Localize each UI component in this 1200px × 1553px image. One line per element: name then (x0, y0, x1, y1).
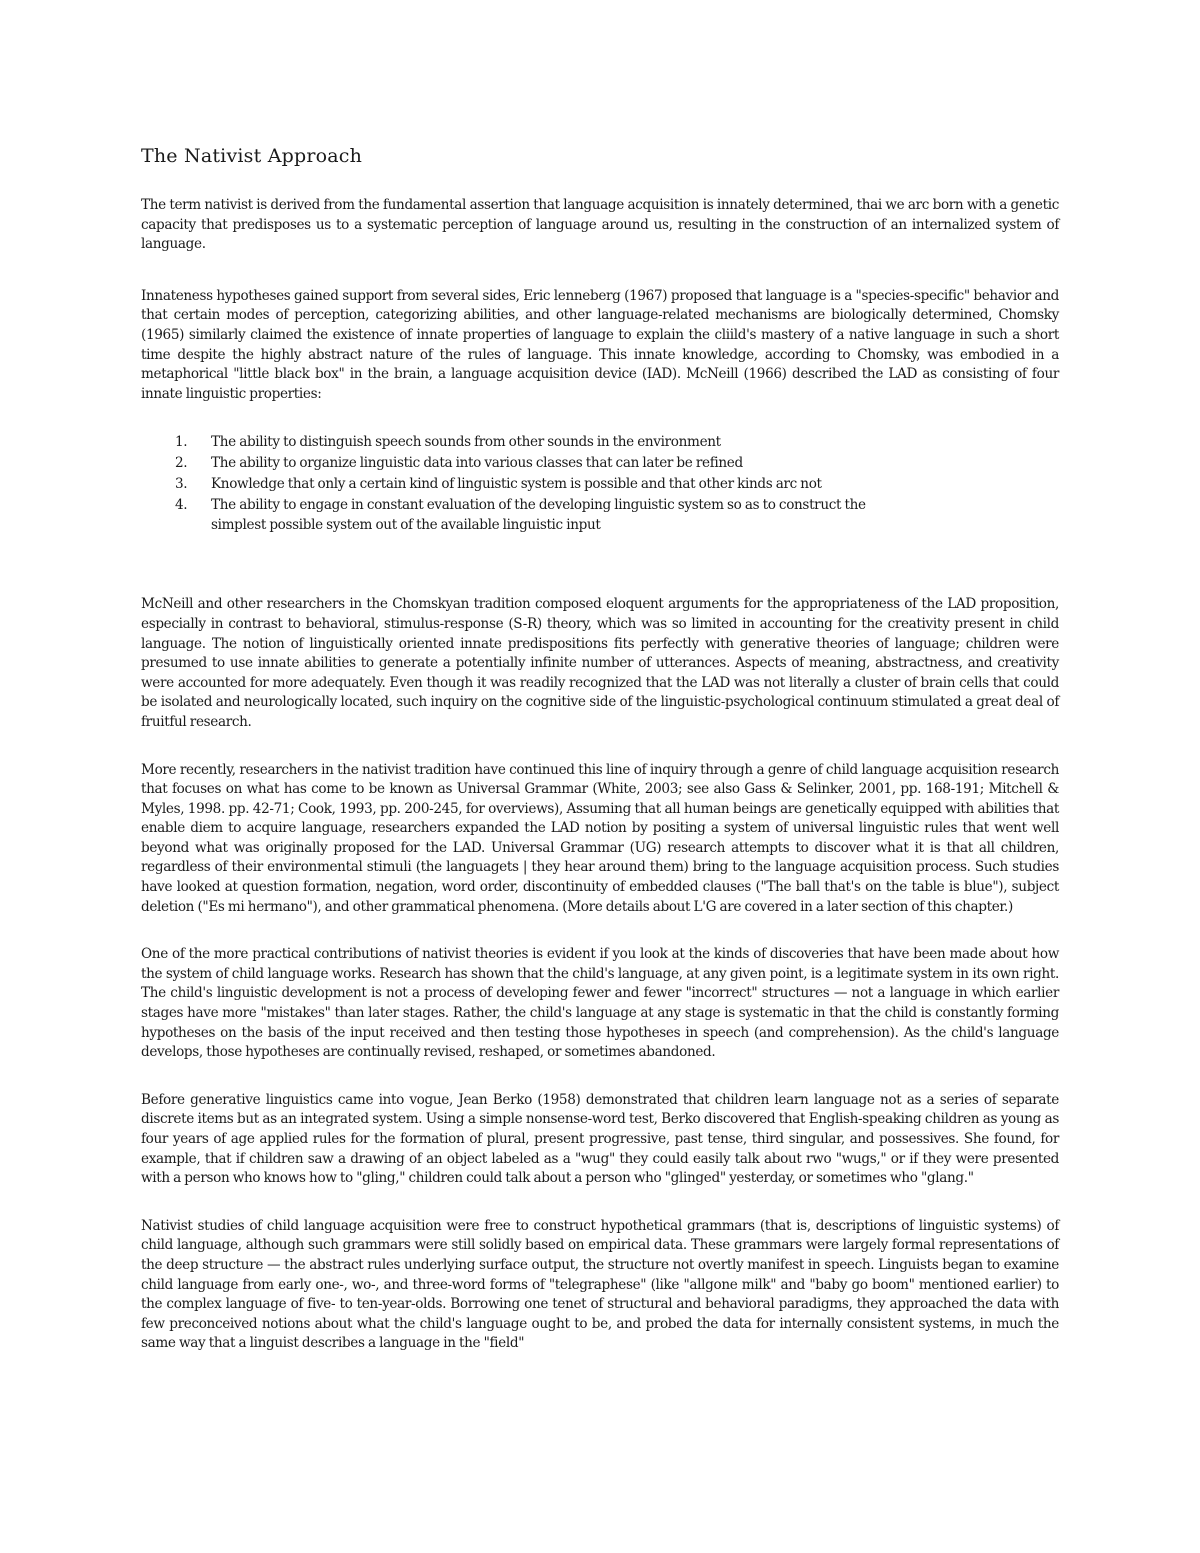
list-item (141, 453, 901, 473)
list-item-text: The ability to engage in constant evaluation of the developing linguistic system so as to construct the simplest possible system out of the available linguistic input (211, 497, 866, 534)
paragraph-universal-grammar: More recently, researchers in the nativist tradition have continued this line of inquiry through a genre of child language acquisition research that focuses on what has come to be known as Universal Grammar (White, 2003; see also Gass & Selinker, 2001, pp. 168-191; Mitchell & Myles, 1998. pp. 42-71; Cook, 1993, pp. 200-245, for overviews), Assuming that all human beings are genetically equipped with abilities that enable diem to acquire language, researchers expanded the LAD notion by positing a system of universal linguistic rules that went well beyond what was originally proposed for the LAD. Universal Grammar (UG) research attempts to discover what it is that all children, regardless of their environmental stimuli (the languagets | they hear around them) bring to the language acquisition process. Such studies have looked at question formation, negation, word order, discontinuity of embedded clauses ("The ball that's on the table is blue"), subject deletion ("Es mi hermano"), and other grammatical phenomena. (More details about L'G are covered in a later section of this chapter.) (141, 761, 1059, 915)
list-item (141, 432, 901, 452)
list-item-number: 1. (175, 434, 188, 451)
lad-properties-list (141, 432, 901, 535)
list-item (141, 495, 901, 535)
list-item-number: 4. (175, 497, 188, 514)
list-item-text: The ability to distinguish speech sounds from other sounds in the environment (211, 434, 721, 451)
paragraph-mcneill-lad: McNeill and other researchers in the Chomskyan tradition composed eloquent arguments for the appropriateness of the LAD proposition, especially in contrast to behavioral, stimulus-response (S-R) theory, which was so limited in accounting for the creativity present in child language. The notion of linguistically oriented innate predispositions fits perfectly with generative theories of language; children were presumed to use innate abilities to generate a potentially infinite number of utterances. Aspects of meaning, abstractness, and creativity were accounted for more adequately. Even though it was readily recognized that the LAD was not literally a cluster of brain cells that could be isolated and neurologically located, such inquiry on the cognitive side of the linguistic-psychological continuum stimulated a great deal of fruitful research. (141, 596, 1059, 730)
list-item (141, 474, 901, 494)
list-item-number: 3. (175, 476, 188, 493)
list-item-text: The ability to organize linguistic data into various classes that can later be refined (211, 455, 743, 472)
list-item-number: 2. (175, 455, 188, 472)
paragraph-hypothetical-grammars: Nativist studies of child language acquisition were free to construct hypothetical grammars (that is, descriptions of linguistic systems) of child language, although such grammars were still solidly based on empirical data. These grammars were largely formal representations of the deep structure — the abstract rules underlying surface output, the structure not overtly manifest in speech. Linguists began to examine child language from early one-, wo-, and three-word forms of "telegraphese" (like "allgone milk" and "baby go boom" mentioned earlier) to the complex language of five- to ten-year-olds. Borrowing one tenet of structural and behavioral paradigms, they approached the data with few preconceived notions about what the child's language ought to be, and probed the data for internally consistent systems, in much the same way that a linguist describes a language in the "field" (141, 1217, 1059, 1352)
document-title: The Nativist Approach (141, 145, 363, 167)
paragraph-berko-wug-test: Before generative linguistics came into vogue, Jean Berko (1958) demonstrated that children learn language not as a series of separate discrete items but as an integrated system. Using a simple nonsense-word test, Berko discovered that English-speaking children as young as four years of age applied rules for the formation of plural, present progressive, past tense, third singular, and possessives. She found, for example, that if children saw a drawing of an object labeled as a "wug" they could easily talk about rwo "wugs," or if they were presented with a person who knows how to "gling," children could talk about a person who "glinged" yesterday, or sometimes who "glang." (141, 1091, 1059, 1187)
paragraph-practical-contributions: One of the more practical contributions of nativist theories is evident if you look at the kinds of discoveries that have been made about how the system of child language works. Research has shown that the child's language, at any given point, is a legitimate system in its own right. The child's linguistic development is not a process of developing fewer and fewer "incorrect" structures — not a language in which earlier stages have more "mistakes" than later stages. Rather, the child's language at any stage is systematic in that the child is constantly forming hypotheses on the basis of the input received and then testing those hypotheses in speech (and comprehension). As the child's language develops, those hypotheses are continually revised, reshaped, or sometimes abandoned. (141, 946, 1059, 1061)
list-item-text: Knowledge that only a certain kind of linguistic system is possible and that other kinds arc not (211, 476, 822, 493)
paragraph-nativist-definition: The term nativist is derived from the fundamental assertion that language acquisition is innately determined, thai we arc born with a genetic capacity that predisposes us to a systematic perception of language around us, resulting in the construction of an internalized system of language. (141, 197, 1059, 253)
paragraph-innateness-hypotheses: Innateness hypotheses gained support from several sides, Eric lenneberg (1967) proposed that language is a "species-specific" behavior and that certain modes of perception, categorizing abilities, and other language-related mechanisms are biologically determined, Chomsky (1965) similarly claimed the existence of innate properties of language to explain the cliild's mastery of a native language in such a short time despite the highly abstract nature of the rules of language. This innate knowledge, according to Chomsky, was embodied in a metaphorical "little black box" in the brain, a language acquisition device (IAD). McNeill (1966) described the LAD as consisting of four innate linguistic properties: (141, 287, 1059, 402)
document-page (141, 143, 1059, 1354)
